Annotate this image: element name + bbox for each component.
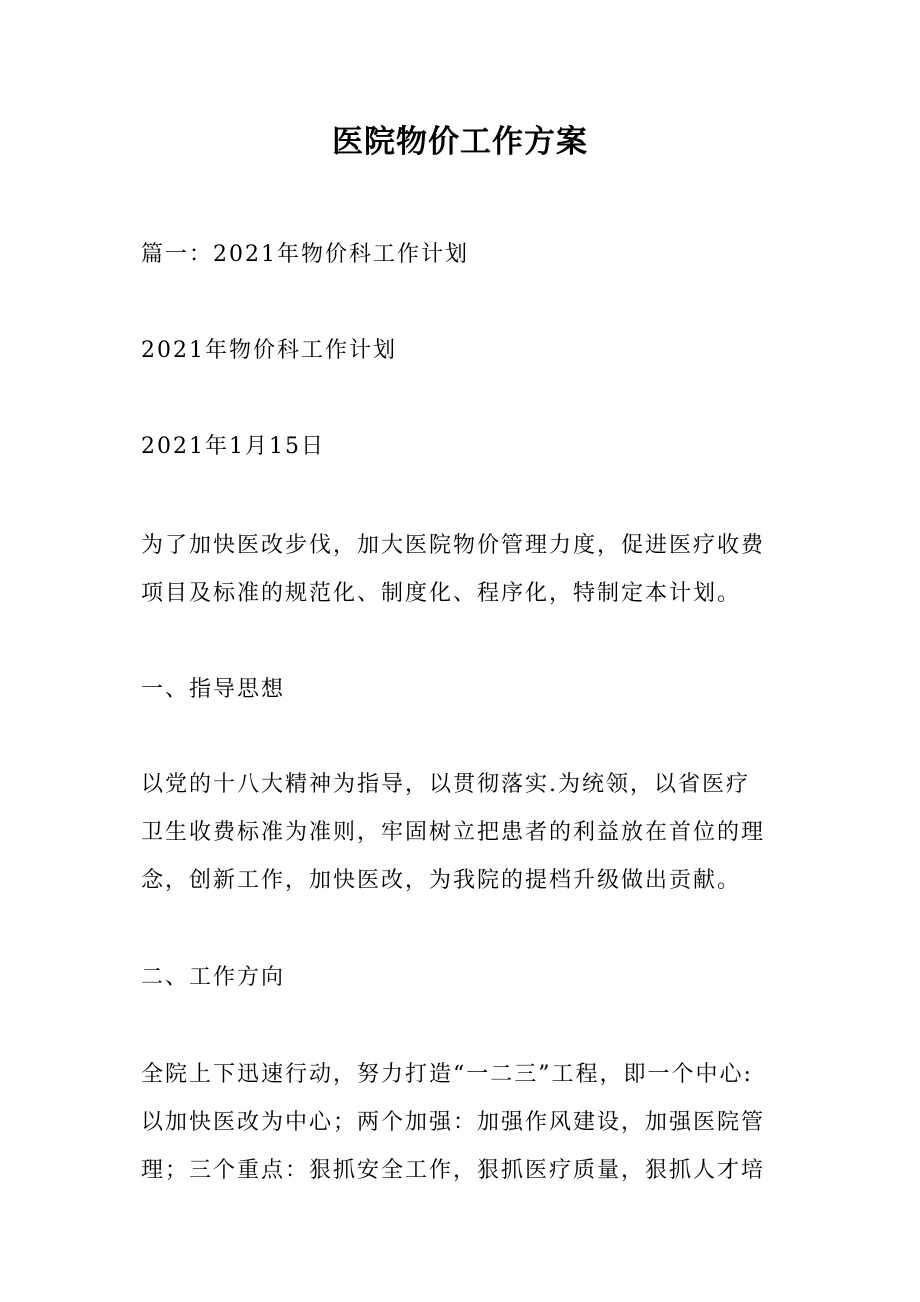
paragraph-line: 以党的十八大精神为指导，以贯彻落实.为统领，以省医疗: [141, 772, 750, 797]
document-title: 医院物价工作方案: [332, 124, 588, 160]
heading-guiding-ideology: 一、指导思想: [141, 677, 286, 702]
plan-date: 2021年1月15日: [141, 434, 325, 459]
paragraph-line: 以加快医改为中心；两个加强：加强作风建设，加强医院管: [141, 1110, 766, 1135]
paragraph-line: 全院上下迅速行动，努力打造“一二三”工程，即一个中心:: [141, 1062, 753, 1087]
paragraph-line: 卫生收费标准为准则，牢固树立把患者的利益放在首位的理: [141, 820, 766, 845]
paragraph-line: 理；三个重点：狠抓安全工作，狠抓医疗质量，狠抓人才培: [141, 1158, 766, 1183]
work-direction-paragraph: [141, 1051, 781, 1195]
section-heading: 篇一：2021年物价科工作计划: [141, 242, 469, 267]
intro-line: 项目及标准的规范化、制度化、程序化，特制定本计划。: [141, 581, 742, 606]
intro-paragraph: [141, 522, 781, 618]
guiding-ideology-paragraph: [141, 761, 781, 905]
plan-title: 2021年物价科工作计划: [141, 338, 397, 363]
heading-work-direction: 二、工作方向: [141, 965, 286, 990]
paragraph-line: 念，创新工作，加快医改，为我院的提档升级做出贡献。: [141, 868, 742, 893]
intro-line: 为了加快医改步伐，加大医院物价管理力度，促进医疗收费: [141, 533, 766, 558]
